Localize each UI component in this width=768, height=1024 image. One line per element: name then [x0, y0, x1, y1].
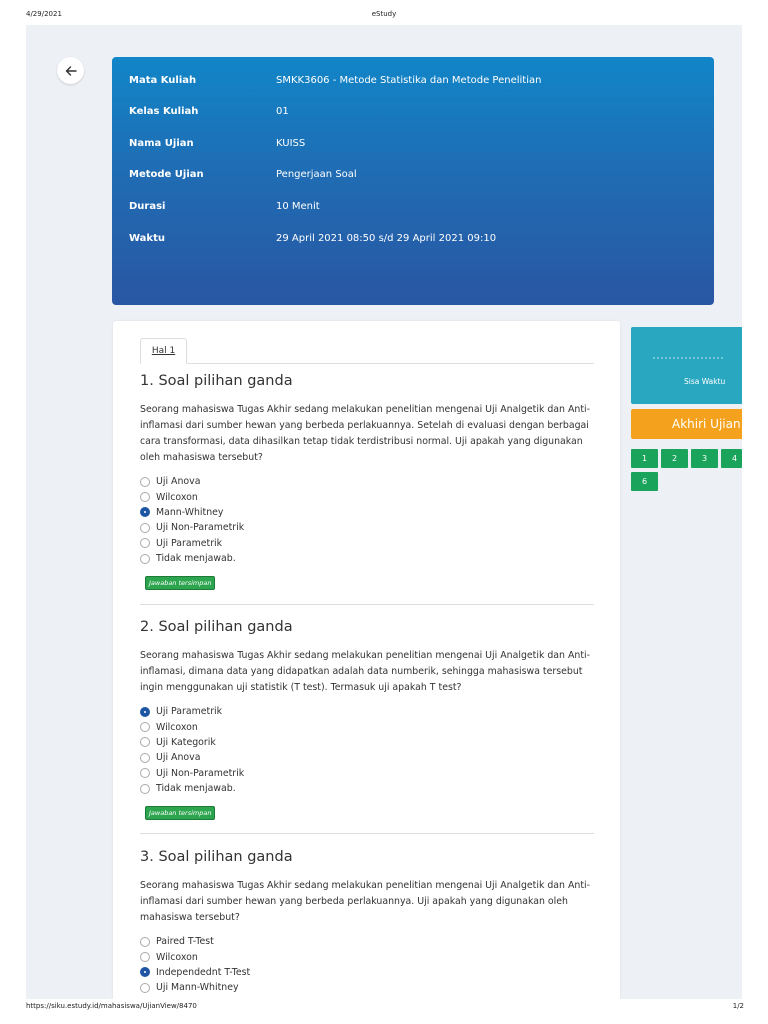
option-label: Wilcoxon — [156, 721, 198, 733]
options-list — [140, 474, 594, 566]
info-value: SMKK3606 - Metode Statistika dan Metode Penelitian — [276, 75, 542, 86]
option-label: Uji Non-Parametrik — [156, 522, 245, 534]
radio-button[interactable] — [140, 477, 150, 487]
option-label: Mann-Whitney — [156, 506, 224, 518]
arrow-left-icon — [64, 64, 78, 78]
question-nav-button[interactable]: 3 — [691, 449, 718, 468]
option-label: Independednt T-Test — [156, 966, 251, 978]
divider — [140, 604, 594, 605]
radio-button[interactable] — [140, 753, 150, 763]
option[interactable] — [140, 949, 594, 964]
option[interactable] — [140, 536, 594, 551]
info-label: Kelas Kuliah — [129, 106, 199, 117]
question-1 — [140, 373, 594, 590]
option[interactable] — [140, 474, 594, 489]
question-nav-button[interactable]: 2 — [661, 449, 688, 468]
back-button[interactable] — [57, 57, 84, 84]
option[interactable] — [140, 781, 594, 796]
info-value: 01 — [276, 106, 289, 117]
question-card — [113, 321, 620, 999]
option[interactable] — [140, 965, 594, 980]
saved-badge: Jawaban tersimpan — [145, 576, 215, 590]
info-row-exam-name — [129, 138, 305, 152]
print-header — [0, 10, 768, 22]
timer-label: Sisa Waktu — [684, 377, 726, 386]
option-label: Paired T-Test — [156, 936, 214, 948]
radio-button[interactable] — [140, 937, 150, 947]
question-title: 1. Soal pilihan ganda — [140, 373, 293, 389]
info-label: Durasi — [129, 201, 166, 212]
end-exam-button[interactable]: Akhiri Ujian — [631, 409, 742, 439]
radio-button[interactable] — [140, 523, 150, 533]
question-3 — [140, 849, 594, 996]
info-row-class — [129, 106, 289, 120]
question-text: Seorang mahasiswa Tugas Akhir sedang melakukan penelitian mengenai Uji Analgetik dan Anti-inflamasi dari sumber hewan yang berbeda perlakuannya. Setelah di evaluasi dengan berbagai cara transformasi, data dihasilkan tetap tidak terdistribusi normal. Uji apakah yang digunakan oleh mahasiswa tersebut? — [140, 404, 590, 463]
option-label: Wilcoxon — [156, 951, 198, 963]
info-value: Pengerjaan Soal — [276, 169, 357, 180]
radio-button[interactable] — [140, 737, 150, 747]
info-label: Nama Ujian — [129, 138, 194, 149]
option[interactable] — [140, 704, 594, 719]
info-row-course — [129, 75, 541, 89]
option[interactable] — [140, 934, 594, 949]
radio-button[interactable] — [140, 768, 150, 778]
option-label: Uji Parametrik — [156, 537, 223, 549]
question-text: Seorang mahasiswa Tugas Akhir sedang melakukan penelitian mengenai Uji Analgetik dan Anti-inflamasi, dimana data yang didapatkan adalah data numberik, sehingga mahasiswa tersebut ingin menggunakan uji statistik (T test). Termasuk uji apakah T test? — [140, 650, 590, 693]
option-label: Wilcoxon — [156, 491, 198, 503]
option[interactable] — [140, 980, 594, 995]
page-background — [26, 25, 742, 999]
radio-button[interactable] — [140, 784, 150, 794]
info-label: Mata Kuliah — [129, 75, 197, 86]
radio-button[interactable] — [140, 492, 150, 502]
info-value: 29 April 2021 08:50 s/d 29 April 2021 09:10 — [276, 233, 497, 244]
radio-button[interactable] — [140, 983, 150, 993]
question-nav-button[interactable]: 1 — [631, 449, 658, 468]
timer-countdown-placeholder — [653, 357, 723, 361]
timer-card — [631, 327, 742, 404]
tab-bar — [140, 337, 594, 364]
option-label: Tidak menjawab. — [156, 783, 236, 795]
info-label: Metode Ujian — [129, 169, 204, 180]
info-row-method — [129, 169, 357, 183]
radio-button-selected[interactable] — [140, 707, 150, 717]
options-list — [140, 704, 594, 796]
exam-info-card — [112, 57, 714, 305]
radio-button-selected[interactable] — [140, 507, 150, 517]
option[interactable] — [140, 735, 594, 750]
radio-button[interactable] — [140, 538, 150, 548]
option-label: Uji Parametrik — [156, 706, 223, 718]
option-label: Uji Anova — [156, 476, 201, 488]
print-date: 4/29/2021 — [26, 10, 62, 18]
question-2 — [140, 619, 594, 820]
option[interactable] — [140, 719, 594, 734]
option[interactable] — [140, 489, 594, 504]
divider — [140, 833, 594, 834]
option-label: Uji Non-Parametrik — [156, 767, 245, 779]
tab-hal-1[interactable]: Hal 1 — [140, 338, 187, 364]
option-label: Uji Anova — [156, 752, 201, 764]
saved-badge: Jawaban tersimpan — [145, 806, 215, 820]
print-title: eStudy — [371, 10, 397, 18]
option[interactable] — [140, 520, 594, 535]
option[interactable] — [140, 551, 594, 566]
info-value: KUISS — [276, 138, 306, 149]
option[interactable] — [140, 750, 594, 765]
options-list — [140, 934, 594, 996]
info-value: 10 Menit — [276, 201, 320, 212]
info-row-time — [129, 233, 496, 247]
question-nav-button[interactable]: 6 — [631, 472, 658, 491]
question-title: 2. Soal pilihan ganda — [140, 619, 293, 635]
option-label: Tidak menjawab. — [156, 553, 236, 565]
print-footer — [0, 1002, 768, 1014]
radio-button-selected[interactable] — [140, 967, 150, 977]
radio-button[interactable] — [140, 554, 150, 564]
option[interactable] — [140, 505, 594, 520]
question-title: 3. Soal pilihan ganda — [140, 849, 293, 865]
radio-button[interactable] — [140, 722, 150, 732]
option-label: Uji Kategorik — [156, 736, 216, 748]
question-nav-button[interactable]: 4 — [721, 449, 742, 468]
option-label: Uji Mann-Whitney — [156, 982, 239, 994]
print-url: https://siku.estudy.id/mahasiswa/UjianView/8470 — [26, 1002, 197, 1010]
info-label: Waktu — [129, 233, 165, 244]
print-page-number: 1/2 — [732, 1002, 744, 1010]
info-row-duration — [129, 201, 320, 215]
radio-button[interactable] — [140, 952, 150, 962]
question-text: Seorang mahasiswa Tugas Akhir sedang melakukan penelitian mengenai Uji Analgetik dan Anti-inflamasi dari sumber hewan yang berbeda perlakuannya. Uji apakah yang digunakan oleh mahasiswa tersebut? — [140, 880, 590, 923]
option[interactable] — [140, 766, 594, 781]
